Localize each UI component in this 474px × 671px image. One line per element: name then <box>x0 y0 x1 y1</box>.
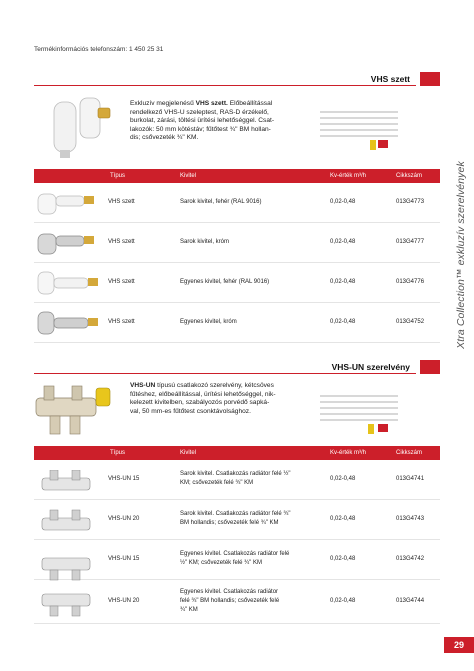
table-row: VHS szett Sarok kivitel, króm 0,02-0,48 013G4777 <box>34 223 440 263</box>
col-code: Cikkszám <box>396 173 423 179</box>
col-code: Cikkszám <box>396 450 423 456</box>
section-vhsun-intro: VHS-UN típusú csatlakozó szerelvény, kétcsöves fűtéshez, előbeállítással, ürítési lehetőséggel, nik- kelezett kivitelben, szabályozós porvédő sapká- val, 50 mm-es fűtőtest csonktávolsághoz. <box>130 382 276 415</box>
section-vhs-title: VHS szett <box>370 74 410 84</box>
col-type: Típus <box>110 450 126 456</box>
vhsun-thumb-2 <box>42 510 90 530</box>
section-vhsun-header <box>34 360 416 374</box>
table-row: VHS-UN 20 Sarok kivitel. Csatlakozás radiátor felé ¾" BM hollandis; csővezeték felé ¾" KM 0,02-0,48 013G4743 <box>34 500 440 540</box>
table-row: VHS-UN 20 Egyenes kivitel. Csatlakozás radiátor felé ¾" BM hollandis; csővezeték felé ¾" KM 0,02-0,48 013G4744 <box>34 580 440 624</box>
table-row: VHS szett Sarok kivitel, fehér (RAL 9016) 0,02-0,48 013G4773 <box>34 183 440 223</box>
vertical-label-text: Xtra Collection™ exkluzív szerelvények <box>455 161 467 349</box>
col-kv: Kv-érték m³/h <box>330 173 367 179</box>
table-row: VHS szett Egyenes kivitel, fehér (RAL 9016) 0,02-0,48 013G4776 <box>34 263 440 303</box>
vhs-white-angle-thumb <box>36 188 102 218</box>
section-vhsun-red-tab <box>420 360 440 374</box>
vhs-hero-image <box>40 92 122 162</box>
phone-info: Termékinformációs telefonszám: 1 450 25 31 <box>34 46 164 53</box>
table-row: VHS-UN 15 Sarok kivitel. Csatlakozás radiátor felé ½" KM; csővezeték felé ¾" KM 0,02-0,48 013G4741 <box>34 460 440 500</box>
vhsun-thumb-4 <box>42 594 90 616</box>
section-vhs-header <box>34 72 416 86</box>
radiator-illustration-2 <box>320 392 400 436</box>
vertical-collection-label <box>454 130 468 380</box>
section-vhs-intro: Exkluzív megjelenésű VHS szett. Előbeállítással rendelkező VHS-U szeleptest, RAS-D érzékelő, burkolat, zárási, töltési ürítési lehetőséggel. Csat- lakozók: 50 mm kötéstáv; fűtőtest ¾" BM hollan- dis; csővezeték ¾" KM. <box>130 100 275 142</box>
vhs-table-header <box>34 169 440 183</box>
col-variant: Kivitel <box>180 450 197 456</box>
radiator-illustration-1 <box>320 108 400 152</box>
vhs-chrome-straight-thumb <box>36 308 102 338</box>
vhsun-table-header <box>34 446 440 460</box>
vhsun-thumb-3 <box>42 558 90 580</box>
vhsun-thumbs <box>36 470 104 620</box>
col-type: Típus <box>110 173 126 179</box>
col-kv: Kv-érték m³/h <box>330 450 367 456</box>
page-number: 29 <box>444 637 474 653</box>
vhsun-thumb-1 <box>42 470 90 490</box>
col-variant: Kivitel <box>180 173 197 179</box>
table-row: VHS-UN 15 Egyenes kivitel. Csatlakozás radiátor felé ½" KM; csővezeték felé ¾" KM 0,02-0,48 013G4742 <box>34 540 440 580</box>
vhs-chrome-angle-thumb <box>36 228 102 258</box>
section-vhs-red-tab <box>420 72 440 86</box>
section-vhsun-intro-bold: VHS-UN <box>130 382 156 389</box>
section-vhsun-title: VHS-UN szerelvény <box>331 362 410 372</box>
section-vhs-intro-bold: VHS szett. <box>195 100 228 107</box>
table-row: VHS szett Egyenes kivitel, króm 0,02-0,48 013G4752 <box>34 303 440 343</box>
vhs-white-straight-thumb <box>36 268 102 298</box>
vhsun-hero-image <box>30 378 114 440</box>
